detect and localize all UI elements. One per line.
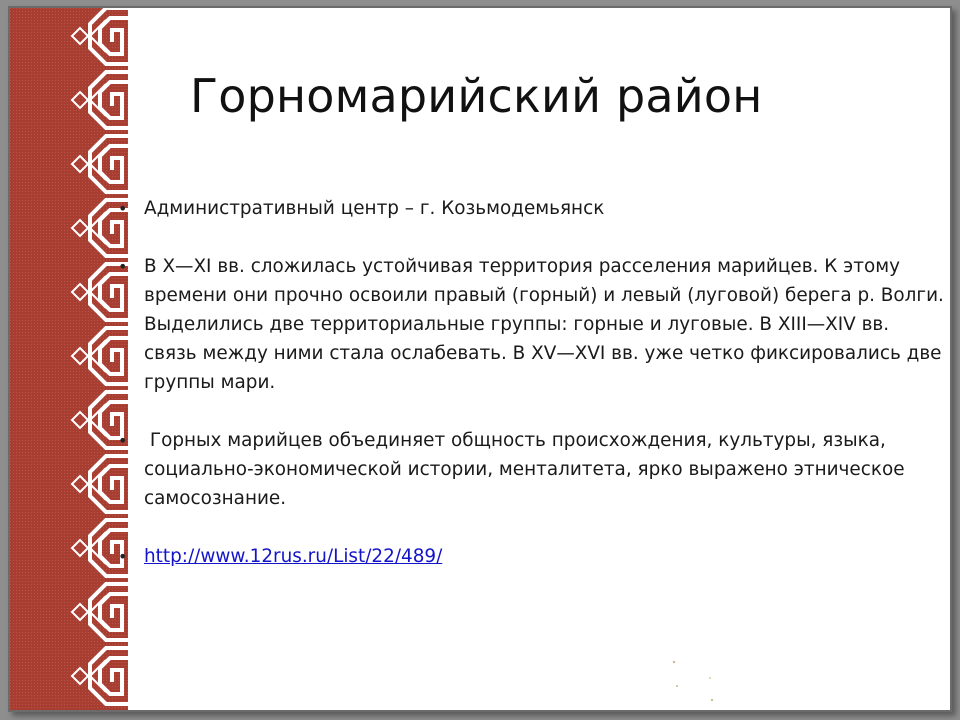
slide-panel: [8, 6, 952, 712]
bullet-marker: •: [118, 257, 128, 276]
bullet-marker: •: [118, 431, 128, 450]
bullet-admin-center: [114, 194, 944, 223]
bullet-text: Административный центр – г. Козьмодемьянск: [144, 198, 605, 219]
bullet-identity: [114, 426, 944, 513]
source-link[interactable]: http://www.12rus.ru/List/22/489/: [144, 546, 443, 567]
bullet-marker: •: [118, 547, 128, 566]
bullet-history: [114, 252, 944, 397]
slide-content: [114, 194, 944, 600]
bullet-text: В X—XI вв. сложилась устойчивая территория расселения марийцев. К этому времени они прочно освоили правый (горный) и левый (луговой) берега р. Волги. Выделились две территориальные группы: горные и луговые. В XIII—XIV вв. связь между ними стала ослабевать. В XV—XVI вв. уже четко фиксировались две группы мари.: [144, 256, 944, 393]
bullet-text: Горных марийцев объединяет общность происхождения, культуры, языка, социально-экономической истории, менталитета, ярко выражено этническое самосознание.: [144, 430, 911, 509]
decorative-specks: [650, 648, 740, 708]
slide-title: Горномарийский район: [190, 69, 763, 123]
mari-ornament-border: [10, 8, 128, 712]
bullet-link: [114, 542, 944, 571]
bullet-marker: •: [118, 199, 128, 218]
